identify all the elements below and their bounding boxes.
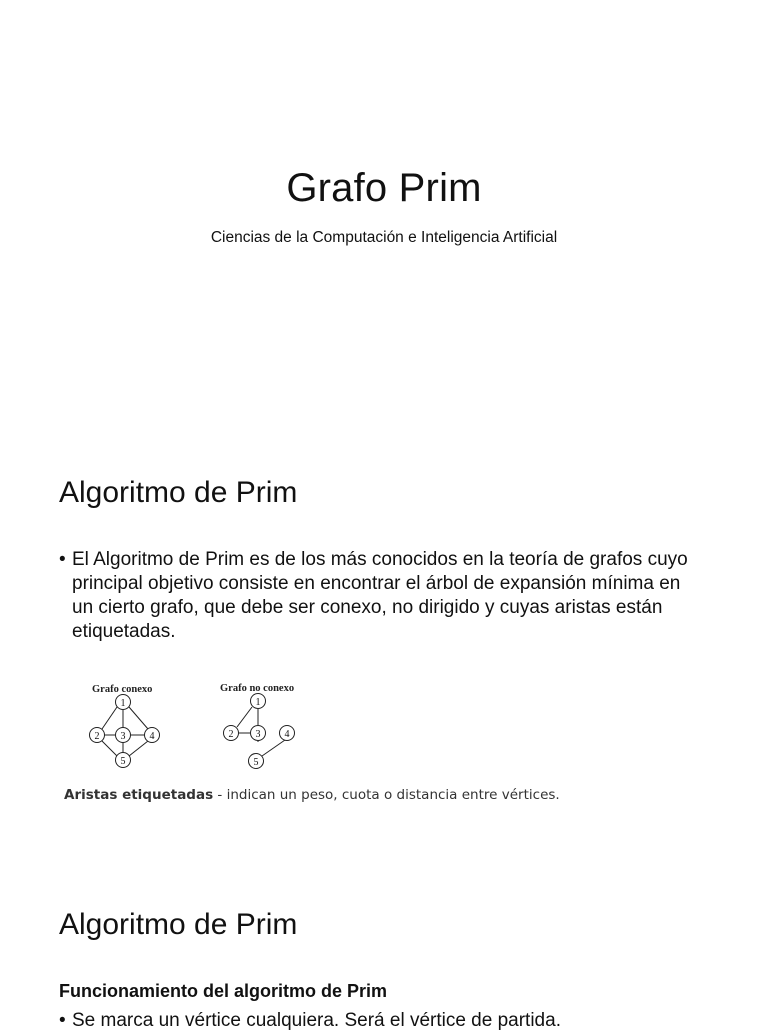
graph-node-4	[145, 728, 160, 743]
edge	[237, 707, 252, 727]
graph-node-3	[116, 728, 131, 743]
caption-text: - indican un peso, cuota o distancia entre vértices.	[213, 787, 560, 803]
bullet-item: • Se marca un vértice cualquiera. Será el vértice de partida.	[59, 1009, 719, 1033]
svg-text:2: 2	[94, 731, 100, 742]
graph-node-4	[280, 726, 295, 741]
edge	[102, 741, 117, 756]
bullet-list	[59, 548, 699, 644]
caption-term: Aristas etiquetadas	[64, 787, 214, 803]
graph-node-2	[224, 726, 239, 741]
edge	[102, 707, 117, 729]
bullet-item: • El Algoritmo de Prim es de los más conocidos en la teoría de grafos cuyo principal objetivo consiste en encontrar el árbol de expansión mínima en un cierto grafo, que debe ser conexo, no dirigido y cuyas aristas están etiquetadas.	[59, 548, 699, 644]
slide-heading: Algoritmo de Prim	[59, 476, 298, 509]
presentation-subtitle: Ciencias de la Computación e Inteligencia Artificial	[210, 229, 558, 246]
svg-text:4: 4	[284, 729, 290, 740]
graph-node-5	[249, 754, 264, 769]
svg-text:3: 3	[255, 729, 261, 740]
figure-caption	[64, 787, 560, 803]
graph-figure	[80, 682, 320, 772]
svg-text:4: 4	[149, 731, 155, 742]
svg-text:3: 3	[120, 731, 126, 742]
bullet-list	[59, 1009, 719, 1033]
svg-text:2: 2	[228, 729, 234, 740]
graph-node-1	[251, 694, 266, 709]
edge	[262, 740, 285, 756]
edge	[129, 741, 148, 756]
disconnected-graph-label: Grafo no conexo	[220, 683, 295, 694]
graph-node-5	[116, 753, 131, 768]
slide-prim-intro	[0, 432, 768, 864]
svg-text:5: 5	[120, 756, 126, 767]
edge	[129, 707, 148, 729]
presentation-title: Grafo Prim	[286, 166, 482, 210]
graph-node-3	[251, 726, 266, 741]
title-slide	[0, 0, 768, 432]
svg-text:1: 1	[255, 697, 261, 708]
graph-node-1	[116, 695, 131, 710]
graph-node-2	[90, 728, 105, 743]
svg-text:1: 1	[120, 698, 126, 709]
slide-heading: Algoritmo de Prim	[59, 908, 298, 941]
slide-prim-steps	[0, 864, 768, 1031]
connected-graph-label: Grafo conexo	[92, 684, 153, 695]
graph-diagram	[80, 682, 320, 772]
section-subtitle: Funcionamiento del algoritmo de Prim	[59, 981, 388, 1001]
svg-text:5: 5	[253, 757, 259, 768]
